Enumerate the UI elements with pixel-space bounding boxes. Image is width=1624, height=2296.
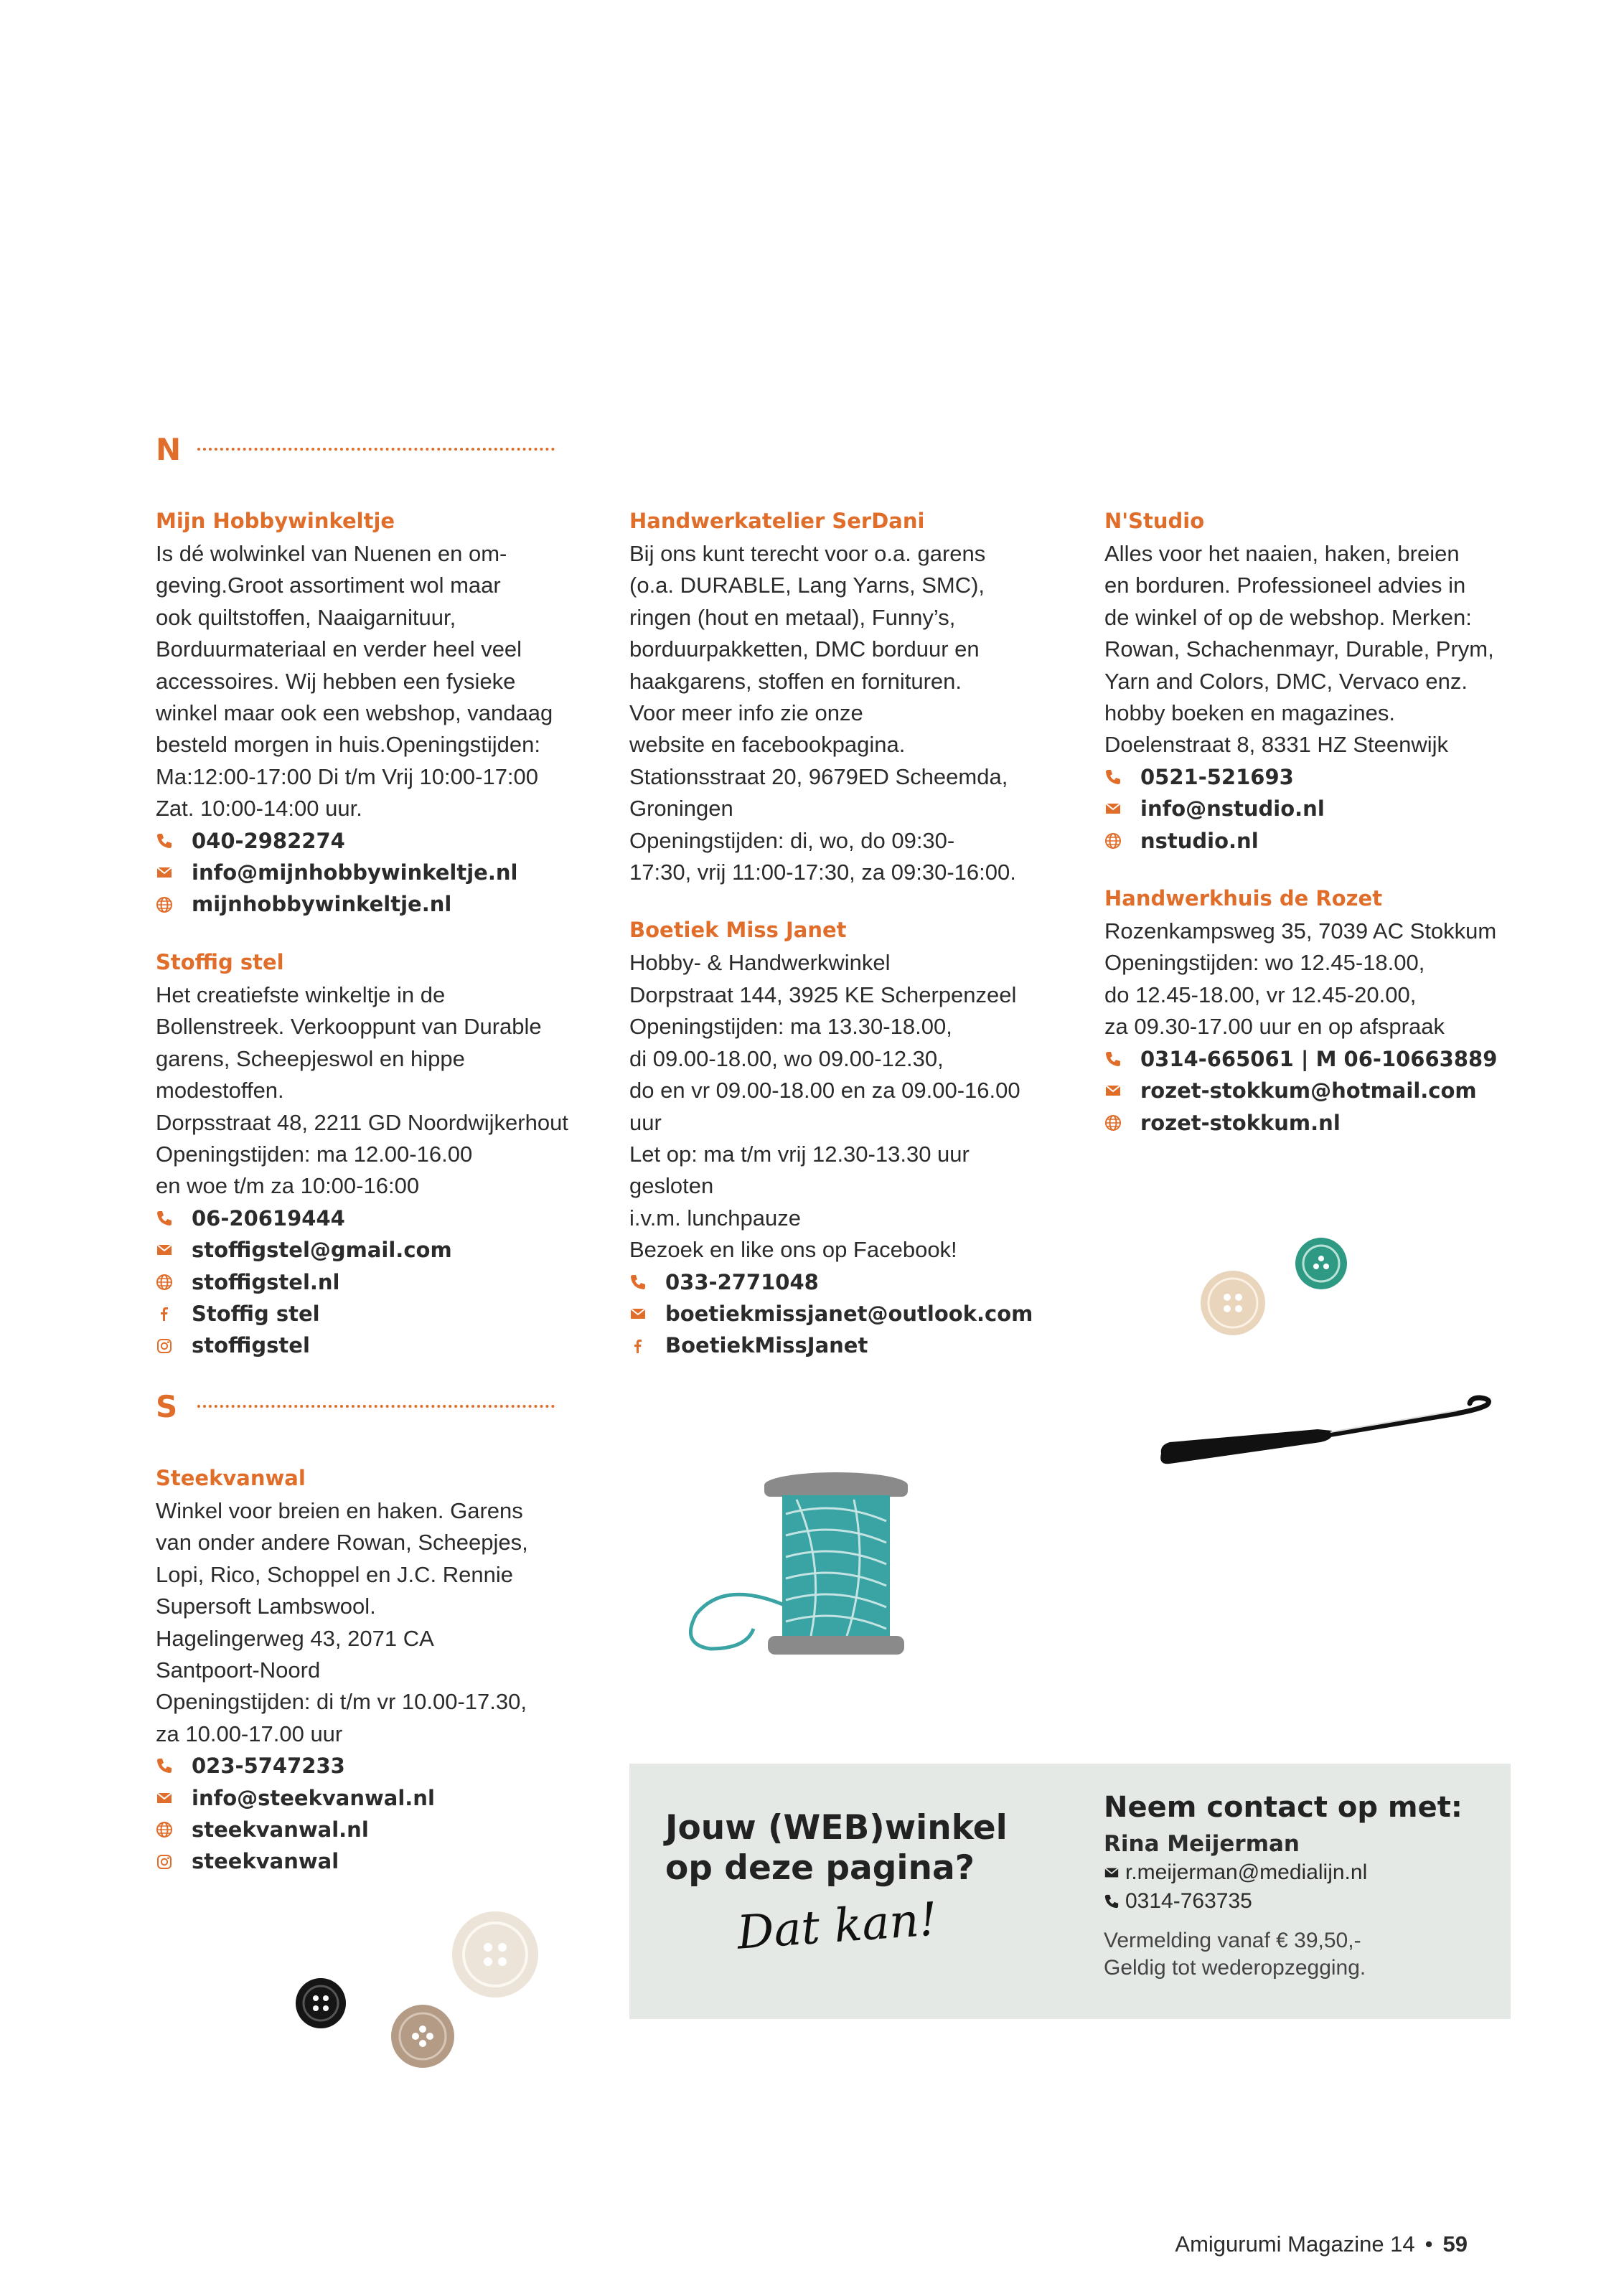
contact-text[interactable]: 06-20619444 <box>192 1205 345 1231</box>
shop-title: Stoffig stel <box>156 949 284 974</box>
shop-description-line: geving.Groot assortiment wol maar <box>156 573 501 598</box>
section-letter: S <box>156 1388 178 1424</box>
advert-contact-email[interactable]: r.meijerman@medialijn.nl <box>1125 1860 1368 1884</box>
contact-phone[interactable] <box>156 1750 572 1782</box>
thread-spool-icon <box>682 1457 926 1700</box>
button-teal-icon <box>1294 1236 1348 1291</box>
phone-icon <box>1104 1893 1125 1909</box>
mail-icon <box>156 1789 192 1807</box>
contact-globe[interactable] <box>156 1266 572 1298</box>
section-letter: N <box>156 431 182 467</box>
shop-entry <box>156 505 572 921</box>
contact-text[interactable]: mijnhobbywinkeltje.nl <box>192 892 452 917</box>
column-1 <box>156 430 572 1388</box>
shop-description-line: accessoires. Wij hebben een fysieke <box>156 668 516 694</box>
advert-box <box>629 1764 1511 2019</box>
shop-description-line: Borduurmateriaal en verder heel veel <box>156 636 522 662</box>
advert-contact-name: Rina Meijerman <box>1104 1831 1300 1857</box>
contact-text[interactable]: info@mijnhobbywinkeltje.nl <box>192 860 518 885</box>
shop-description-line: borduurpakketten, DMC borduur en <box>629 636 980 662</box>
phone-icon <box>1104 768 1140 786</box>
mail-icon <box>156 864 192 881</box>
contact-text[interactable]: 040-2982274 <box>192 828 345 853</box>
button-brown-icon <box>390 2003 456 2069</box>
shop-entry <box>1104 883 1521 1139</box>
contact-phone[interactable] <box>156 825 572 857</box>
shop-description-line: winkel maar ook een webshop, vandaag <box>156 700 553 726</box>
contact-globe[interactable] <box>156 1814 572 1845</box>
shop-description-line: modestoffen. <box>156 1078 284 1104</box>
instagram-icon <box>156 1337 192 1355</box>
globe-icon <box>1104 1114 1140 1131</box>
phone-icon <box>156 832 192 850</box>
shop-description-line: Ma:12:00-17:00 Di t/m Vrij 10:00-17:00 <box>156 763 539 789</box>
shop-description-line: website en facebookpagina. <box>629 732 906 758</box>
shop-entry <box>1104 505 1521 857</box>
shop-description-line: 17:30, vrij 11:00-17:30, za 09:30-16:00. <box>629 860 1016 885</box>
shop-description-line: Rozenkampsweg 35, 7039 AC Stokkum <box>1104 918 1497 944</box>
shop-description-line: di 09.00-18.00, wo 09.00-12.30, <box>629 1045 944 1071</box>
advert-contact-email-row[interactable] <box>1104 1858 1463 1887</box>
col2-entries <box>629 505 1046 1362</box>
mail-icon <box>156 1241 192 1258</box>
advert-contact-phone-row[interactable] <box>1104 1887 1463 1916</box>
shop-title: Boetiek Miss Janet <box>629 918 847 943</box>
globe-icon <box>156 1274 192 1291</box>
phone-icon <box>1104 1050 1140 1068</box>
shop-description-line: za 09.30-17.00 uur en op afspraak <box>1104 1014 1445 1040</box>
contact-text[interactable]: 033-2771048 <box>665 1269 819 1294</box>
shop-description-line: garens, Scheepjeswol en hippe <box>156 1045 465 1071</box>
section-header-n <box>156 430 572 468</box>
dotted-divider <box>197 448 555 451</box>
shop-description-line: Is dé wolwinkel van Nuenen en om- <box>156 541 507 566</box>
shop-description-line: (o.a. DURABLE, Lang Yarns, SMC), <box>629 573 985 598</box>
contact-text[interactable]: rozet-stokkum.nl <box>1140 1110 1341 1135</box>
shop-description-line: uur <box>629 1109 662 1135</box>
button-black-icon <box>294 1977 347 2030</box>
contact-phone[interactable] <box>156 1203 572 1234</box>
shop-description-line: Rowan, Schachenmayr, Durable, Prym, <box>1104 636 1494 662</box>
shop-description-line: Yarn and Colors, DMC, Vervaco enz. <box>1104 668 1468 694</box>
column-3 <box>1104 505 1521 1165</box>
shop-title: Handwerkatelier SerDani <box>629 509 925 533</box>
shop-description-line: do en vr 09.00-18.00 en za 09.00-16.00 <box>629 1078 1020 1104</box>
contact-text[interactable]: boetiekmissjanet@outlook.com <box>665 1301 1033 1326</box>
shop-title: N'Studio <box>1104 509 1205 533</box>
contact-mail[interactable] <box>1104 1075 1521 1106</box>
shop-description-line: Dorpstraat 144, 3925 KE Scherpenzeel <box>629 982 1017 1007</box>
page-footer <box>1175 2231 1468 2257</box>
shop-description-line: Winkel voor breien en haken. Garens <box>156 1498 523 1523</box>
shop-description-line: Stationsstraat 20, 9679ED Scheemda, <box>629 763 1008 789</box>
column-2 <box>629 505 1046 1388</box>
shop-description-line: Let op: ma t/m vrij 12.30-13.30 uur <box>629 1141 970 1167</box>
shop-description-line: Groningen <box>629 796 733 822</box>
shop-description-line: en borduren. Professioneel advies in <box>1104 573 1466 598</box>
contact-text[interactable]: nstudio.nl <box>1140 828 1259 853</box>
shop-description-line: Bollenstreek. Verkooppunt van Durable <box>156 1014 542 1040</box>
shop-description-line: za 10.00-17.00 uur <box>156 1721 343 1746</box>
column-1-s <box>156 1388 572 1904</box>
shop-description-line: Zat. 10:00-14:00 uur. <box>156 796 362 822</box>
advert-headline <box>665 1808 1008 1888</box>
contact-globe[interactable] <box>1104 1107 1521 1139</box>
contact-text[interactable]: stoffigstel@gmail.com <box>192 1238 452 1263</box>
shop-description-line: Openingstijden: di t/m vr 10.00-17.30, <box>156 1689 527 1715</box>
facebook-icon <box>156 1305 192 1322</box>
footer-bullet: • <box>1424 2231 1433 2257</box>
instagram-icon <box>156 1853 192 1871</box>
shop-description-line: en woe t/m za 10:00-16:00 <box>156 1173 420 1199</box>
phone-icon <box>629 1274 665 1291</box>
contact-globe[interactable] <box>156 888 572 920</box>
col3-entries <box>1104 505 1521 1139</box>
contact-mail[interactable] <box>156 857 572 888</box>
advert-contact-phone[interactable]: 0314-763735 <box>1125 1889 1252 1913</box>
globe-icon <box>156 1821 192 1838</box>
dotted-divider <box>197 1405 555 1408</box>
contact-mail[interactable] <box>1104 793 1521 824</box>
contact-text[interactable]: stoffigstel.nl <box>192 1269 340 1294</box>
advert-contact-title: Neem contact op met: <box>1104 1791 1463 1824</box>
shop-description-line: ringen (hout en metaal), Funny’s, <box>629 604 956 630</box>
contact-text[interactable]: 0314-665061 | M 06-10663889 <box>1140 1046 1498 1071</box>
button-cream-icon <box>451 1910 540 1999</box>
shop-description-line: Hobby- & Handwerkwinkel <box>629 950 891 976</box>
col1-entries <box>156 505 572 1362</box>
contact-mail[interactable] <box>156 1234 572 1266</box>
shop-title: Steekvanwal <box>156 1466 306 1490</box>
contact-text[interactable]: steekvanwal.nl <box>192 1817 369 1843</box>
mail-icon <box>1104 1082 1140 1099</box>
contact-instagram[interactable] <box>156 1845 572 1877</box>
shop-description-line: Voor meer info zie onze <box>629 700 863 726</box>
shop-description-line: Alles voor het naaien, haken, breien <box>1104 541 1460 566</box>
advert-headline-line-2: op deze pagina? <box>665 1848 975 1888</box>
advert-note-line-2: Geldig tot wederopzegging. <box>1104 1956 1366 1980</box>
contact-instagram[interactable] <box>156 1330 572 1361</box>
button-beige-icon <box>1198 1269 1267 1337</box>
advert-headline-line-1: Jouw (WEB)winkel <box>665 1808 1008 1848</box>
advert-contact <box>1104 1791 1463 1982</box>
mail-icon <box>629 1305 665 1322</box>
shop-entry <box>156 946 572 1362</box>
shop-entry <box>156 1462 572 1878</box>
page-number: 59 <box>1442 2231 1468 2257</box>
section-header-s <box>156 1388 572 1425</box>
contact-text[interactable]: 023-5747233 <box>192 1754 345 1779</box>
contact-text[interactable]: Stoffig stel <box>192 1301 320 1326</box>
shop-title: Mijn Hobbywinkeltje <box>156 509 395 533</box>
shop-description-line: Openingstijden: ma 13.30-18.00, <box>629 1014 952 1040</box>
shop-description-line: Openingstijden: di, wo, do 09:30- <box>629 827 955 853</box>
contact-text[interactable]: 0521-521693 <box>1140 764 1294 789</box>
mail-icon <box>1104 1865 1125 1881</box>
globe-icon <box>1104 832 1140 850</box>
facebook-icon <box>629 1337 665 1355</box>
contact-text[interactable]: info@nstudio.nl <box>1140 796 1325 822</box>
contact-mail[interactable] <box>629 1298 1046 1330</box>
mail-icon <box>1104 800 1140 817</box>
shop-description-line: gesloten <box>629 1173 714 1199</box>
shop-description-line: Bezoek en like ons op Facebook! <box>629 1237 957 1263</box>
contact-text[interactable]: steekvanwal <box>192 1849 339 1874</box>
shop-title: Handwerkhuis de Rozet <box>1104 886 1383 911</box>
crochet-hook-icon <box>1155 1391 1493 1477</box>
contact-mail[interactable] <box>156 1782 572 1814</box>
phone-icon <box>156 1757 192 1774</box>
contact-text[interactable]: stoffigstel <box>192 1333 310 1358</box>
contact-facebook[interactable] <box>156 1298 572 1330</box>
contact-text[interactable]: BoetiekMissJanet <box>665 1333 868 1358</box>
shop-description-line: haakgarens, stoffen en fornituren. <box>629 668 962 694</box>
shop-description-line: Santpoort-Noord <box>156 1657 321 1683</box>
shop-description-line: Hagelingerweg 43, 2071 CA <box>156 1625 434 1651</box>
contact-globe[interactable] <box>1104 825 1521 857</box>
contact-phone[interactable] <box>1104 1043 1521 1075</box>
shop-description-line: Bij ons kunt terecht voor o.a. garens <box>629 541 986 566</box>
shop-description-line: Openingstijden: ma 12.00-16.00 <box>156 1141 473 1167</box>
contact-phone[interactable] <box>1104 761 1521 793</box>
shop-description-line: do 12.45-18.00, vr 12.45-20.00, <box>1104 982 1417 1007</box>
shop-description-line: Openingstijden: wo 12.45-18.00, <box>1104 950 1425 976</box>
contact-facebook[interactable] <box>629 1330 1046 1361</box>
contact-phone[interactable] <box>629 1266 1046 1298</box>
shop-description-line: Supersoft Lambswool. <box>156 1594 376 1619</box>
contact-text[interactable]: info@steekvanwal.nl <box>192 1785 435 1810</box>
shop-description-line: Dorpsstraat 48, 2211 GD Noordwijkerhout <box>156 1109 568 1135</box>
shop-description-line: hobby boeken en magazines. <box>1104 700 1396 726</box>
globe-icon <box>156 896 192 913</box>
shop-description-line: i.v.m. lunchpauze <box>629 1205 801 1231</box>
shop-entry <box>629 505 1046 888</box>
advert-note-line-1: Vermelding vanaf € 39,50,- <box>1104 1929 1361 1952</box>
shop-description-line: de winkel of op de webshop. Merken: <box>1104 604 1472 630</box>
footer-magazine: Amigurumi Magazine 14 <box>1175 2231 1415 2257</box>
col1-s-entries <box>156 1462 572 1878</box>
advert-note <box>1104 1927 1463 1982</box>
contact-text[interactable]: rozet-stokkum@hotmail.com <box>1140 1078 1477 1104</box>
shop-description-line: Doelenstraat 8, 8331 HZ Steenwijk <box>1104 732 1449 758</box>
shop-description-line: ook quiltstoffen, Naaigarnituur, <box>156 604 456 630</box>
shop-entry <box>629 914 1046 1361</box>
shop-description-line: Lopi, Rico, Schoppel en J.C. Rennie <box>156 1561 514 1587</box>
shop-description-line: van onder andere Rowan, Scheepjes, <box>156 1530 528 1556</box>
shop-description-line: Het creatiefste winkeltje in de <box>156 982 446 1007</box>
advert-script-text: Dat kan! <box>735 1893 939 1960</box>
shop-description-line: besteld morgen in huis.Openingstijden: <box>156 732 540 758</box>
phone-icon <box>156 1210 192 1227</box>
